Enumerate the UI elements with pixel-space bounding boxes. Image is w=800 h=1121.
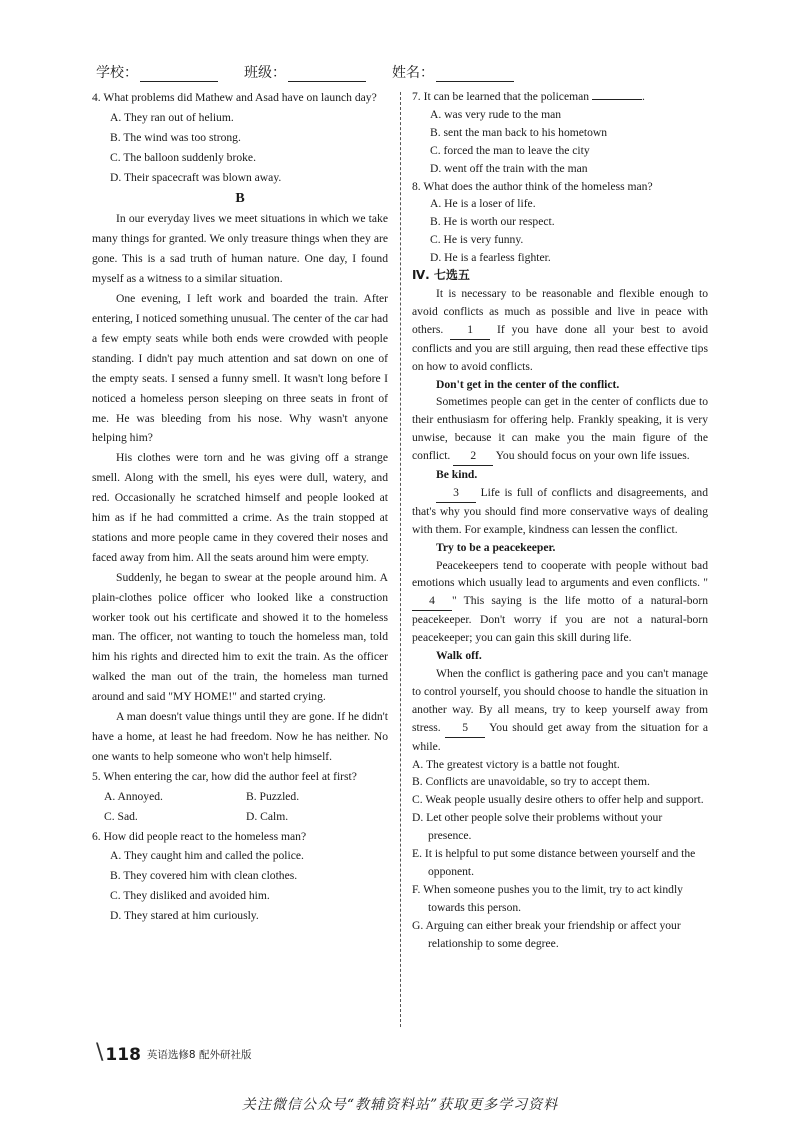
intro-paragraph: It is necessary to be reasonable and flexible enough to avoid conflicts as much as possible and live in peace with others. 1 If you have done all your best to avoid conflicts and you are still arguing, then read these effective tips on how to avoid conflicts. <box>412 286 709 373</box>
footer-slash-mark: \ <box>96 1040 104 1065</box>
tip-paragraph: 3 Life is full of conflicts and disagreements, and that's why you should find more conservative ways of dealing with them. For example, kindness can lessen the conflict. <box>412 485 708 536</box>
option[interactable]: C. The balloon suddenly broke. <box>110 150 256 164</box>
section-b-heading: B <box>235 190 245 206</box>
name-label: 姓名： <box>392 65 434 81</box>
school-field <box>96 62 218 82</box>
choice-item[interactable]: B. Conflicts are unavoidable, so try to accept them. <box>412 775 650 789</box>
option[interactable]: A. They caught him and called the police. <box>110 849 304 863</box>
blank-3[interactable]: 3 <box>436 484 476 503</box>
tip-heading: Walk off. <box>436 649 482 663</box>
name-field <box>392 62 514 82</box>
option[interactable]: C. Sad. <box>104 809 138 823</box>
option[interactable]: D. went off the train with the man <box>430 161 588 175</box>
option[interactable]: C. They disliked and avoided him. <box>110 889 270 903</box>
name-blank[interactable] <box>436 66 514 82</box>
passage-paragraph: Suddenly, he began to swear at the people around him. A plain-clothes police officer who looked like a construction worker took out his certificate and showed it to the homeless man. The officer, not wanting to touch the homeless man, told him his rights and directed him to exit the train. As the officer walked the man out of the train, the homeless man turned around and said "MY HOME!" and started crying. <box>92 570 388 704</box>
option[interactable]: A. They ran out of helium. <box>110 110 234 124</box>
choice-item[interactable]: C. Weak people usually desire others to offer help and support. <box>412 793 704 807</box>
tip-paragraph: Sometimes people can get in the center of conflicts due to their enthusiasm for offering help. Frankly speaking, it is very unwise, because it can make you the main figure of the conflict. 2 You should focus on your own life issues. <box>412 393 708 466</box>
left-column <box>92 88 388 926</box>
choice-item[interactable]: E. It is helpful to put some distance between yourself and the opponent. <box>412 847 696 878</box>
answer-blank[interactable] <box>592 99 642 100</box>
tip-heading: Try to be a peacekeeper. <box>436 540 556 554</box>
option[interactable]: D. Calm. <box>246 809 289 823</box>
option[interactable]: C. forced the man to leave the city <box>430 143 590 157</box>
school-blank[interactable] <box>140 66 218 82</box>
tip-paragraph: Peacekeepers tend to cooperate with people without bad emotions which usually lead to arguments and even conflicts. "4 " This saying is the life motto of a natural-born peacekeeper. Don't worry if you are not a natural-born peacekeeper; you can gain this skill during life. <box>412 558 708 645</box>
question-4 <box>92 88 388 188</box>
question-5 <box>92 767 388 827</box>
book-title: 英语选修8 配外研社版 <box>146 1049 252 1061</box>
class-label: 班级： <box>244 65 286 81</box>
passage-paragraph: One evening, I left work and boarded the train. After entering, I noticed something unusual. The center of the car had a few empty seats while both ends were crowded with people standing. I didn't pay much attention and sat down on one of the empty seats. I sensed a funny smell. It wasn't long before I noticed a homeless person sleeping on three seats in front of me. He was bleeding from his nose. Why wasn't anyone helping him? <box>92 292 388 445</box>
school-label: 学校： <box>96 65 138 81</box>
question-7 <box>412 88 708 178</box>
blank-5[interactable]: 5 <box>445 719 485 738</box>
option[interactable]: C. He is very funny. <box>430 233 524 247</box>
option[interactable]: D. He is a fearless fighter. <box>430 251 551 265</box>
page-footer <box>96 1040 251 1065</box>
section-iv-title: Ⅳ. 七选五 <box>412 268 470 283</box>
option[interactable]: A. He is a loser of life. <box>430 197 536 211</box>
class-field <box>244 62 366 82</box>
right-column <box>412 88 708 953</box>
passage-paragraph: In our everyday lives we meet situations in which we take many things for granted. We only treasure things when they are gone. This is a sad truth of human nature. One day, I found myself as a witness to a similar situation. <box>92 212 388 286</box>
option[interactable]: D. They stared at him curiously. <box>110 909 259 923</box>
promo-banner: 关注微信公众号“教辅资料站”获取更多学习资料 <box>241 1097 559 1113</box>
option[interactable]: B. He is worth our respect. <box>430 215 555 229</box>
column-divider <box>400 92 401 1027</box>
choice-item[interactable]: G. Arguing can either break your friendship or affect your relationship to some degree. <box>412 918 681 950</box>
option[interactable]: B. They covered him with clean clothes. <box>110 869 298 883</box>
question-6 <box>92 827 388 927</box>
option[interactable]: B. Puzzled. <box>246 789 300 803</box>
tip-heading: Be kind. <box>436 468 478 482</box>
choice-item[interactable]: F. When someone pushes you to the limit, try to act kindly towards this person. <box>412 882 683 914</box>
tip-paragraph: When the conflict is gathering pace and you can't manage to control yourself, you should choose to handle the situation in another way. By all means, try to keep yourself away from stress. 5 You should get away from the situation for a while. <box>412 667 709 753</box>
passage-paragraph: His clothes were torn and he was giving off a strange smell. Along with the smell, his eyes were dull, watery, and red. Occasionally he scratched himself and people looked at him as if he had committed a crime. As the train stopped at stations and more people came in they covered their noses and faced away from him. All the seats around him were empty. <box>92 451 388 564</box>
blank-1[interactable]: 1 <box>450 321 490 340</box>
blank-2[interactable]: 2 <box>453 447 493 466</box>
class-blank[interactable] <box>288 66 366 82</box>
blank-4[interactable]: 4 <box>412 592 452 611</box>
choice-item[interactable]: D. Let other people solve their problems without your presence. <box>412 811 663 843</box>
choice-list <box>412 756 708 953</box>
option[interactable]: D. Their spacecraft was blown away. <box>110 170 282 184</box>
question-8-stem: 8. What does the author think of the homeless man? <box>412 179 653 193</box>
passage-paragraph: A man doesn't value things until they are gone. If he didn't have a home, at least he had freedom. Now he has neither. No one wants to help someone who won't help himself. <box>92 710 388 763</box>
question-8 <box>412 178 708 268</box>
page-number: 118 <box>105 1045 141 1065</box>
choice-item[interactable]: A. The greatest victory is a battle not fought. <box>412 757 620 771</box>
question-4-stem: 4. What problems did Mathew and Asad have on launch day? <box>92 91 377 104</box>
option[interactable]: B. The wind was too strong. <box>110 130 241 144</box>
tip-heading: Don't get in the center of the conflict. <box>436 377 620 391</box>
question-7-stem: 7. It can be learned that the policeman . <box>412 90 645 103</box>
question-5-stem: 5. When entering the car, how did the author feel at first? <box>92 769 357 783</box>
option[interactable]: B. sent the man back to his hometown <box>430 125 608 139</box>
option[interactable]: A. was very rude to the man <box>430 107 562 121</box>
option[interactable]: A. Annoyed. <box>104 789 163 803</box>
question-6-stem: 6. How did people react to the homeless man? <box>92 829 307 843</box>
